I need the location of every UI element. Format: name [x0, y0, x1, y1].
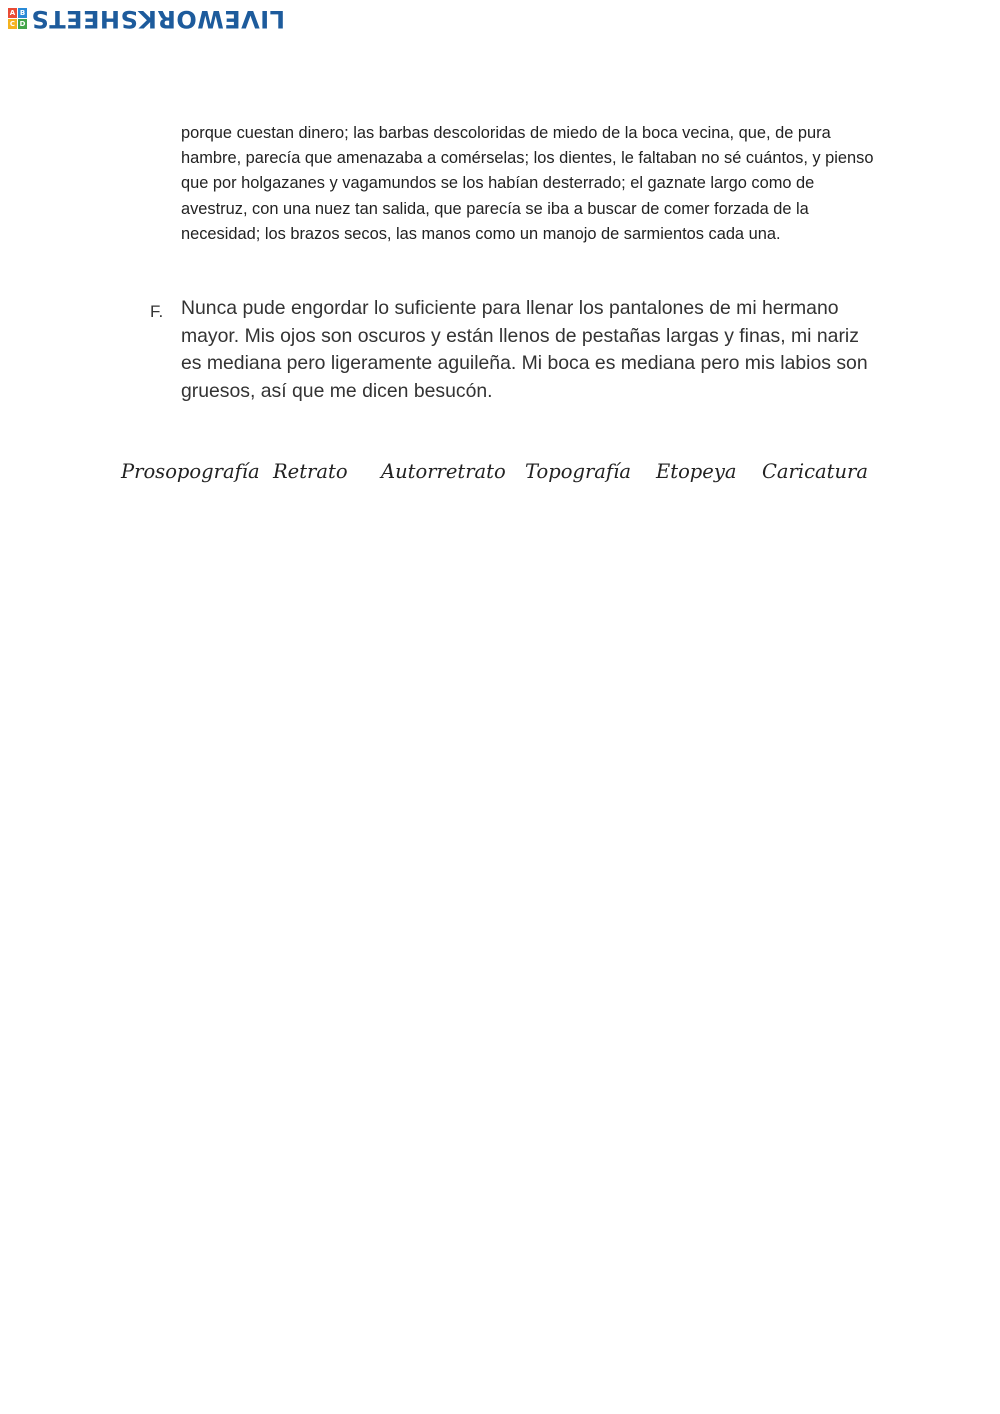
- option-retrato[interactable]: Retrato: [273, 460, 348, 483]
- liveworksheets-logo: [8, 6, 285, 32]
- logo-block: C: [9, 20, 16, 28]
- item-f: [150, 295, 870, 405]
- option-topografia[interactable]: Topografía: [525, 460, 631, 483]
- logo-blocks-icon: [8, 8, 28, 30]
- logo-block: A: [9, 9, 16, 17]
- item-text: Nunca pude engordar lo suficiente para llenar los pantalones de mi hermano mayor. Mis ojos son oscuros y están llenos de pestañas largas y finas, mi nariz es mediana pero ligeramente aguileña. Mi boca es mediana pero mis labios son gruesos, así que me dicen besucón.: [181, 297, 868, 402]
- item-letter: F.: [150, 302, 164, 321]
- logo-block: B: [19, 9, 26, 17]
- logo-block: D: [19, 20, 26, 28]
- option-prosopografia[interactable]: Prosopografía: [121, 460, 260, 483]
- logo-text: LIVEWORKSHEETS: [31, 5, 285, 33]
- option-etopeya[interactable]: Etopeya: [656, 460, 737, 483]
- continued-paragraph: porque cuestan dinero; las barbas descoloridas de miedo de la boca vecina, que, de pura hambre, parecía que amenazaba a comérselas; los dientes, le faltaban no sé cuántos, y pienso que por holgazanes y vagamundos se los habían desterrado; el gaznate largo como de avestruz, con una nuez tan salida, que parecía se iba a buscar de comer forzada de la necesidad; los brazos secos, las manos como un manojo de sarmientos cada una.: [181, 124, 874, 243]
- answer-options: [0, 458, 1000, 492]
- option-autorretrato[interactable]: Autorretrato: [381, 460, 506, 483]
- option-caricatura[interactable]: Caricatura: [762, 460, 868, 483]
